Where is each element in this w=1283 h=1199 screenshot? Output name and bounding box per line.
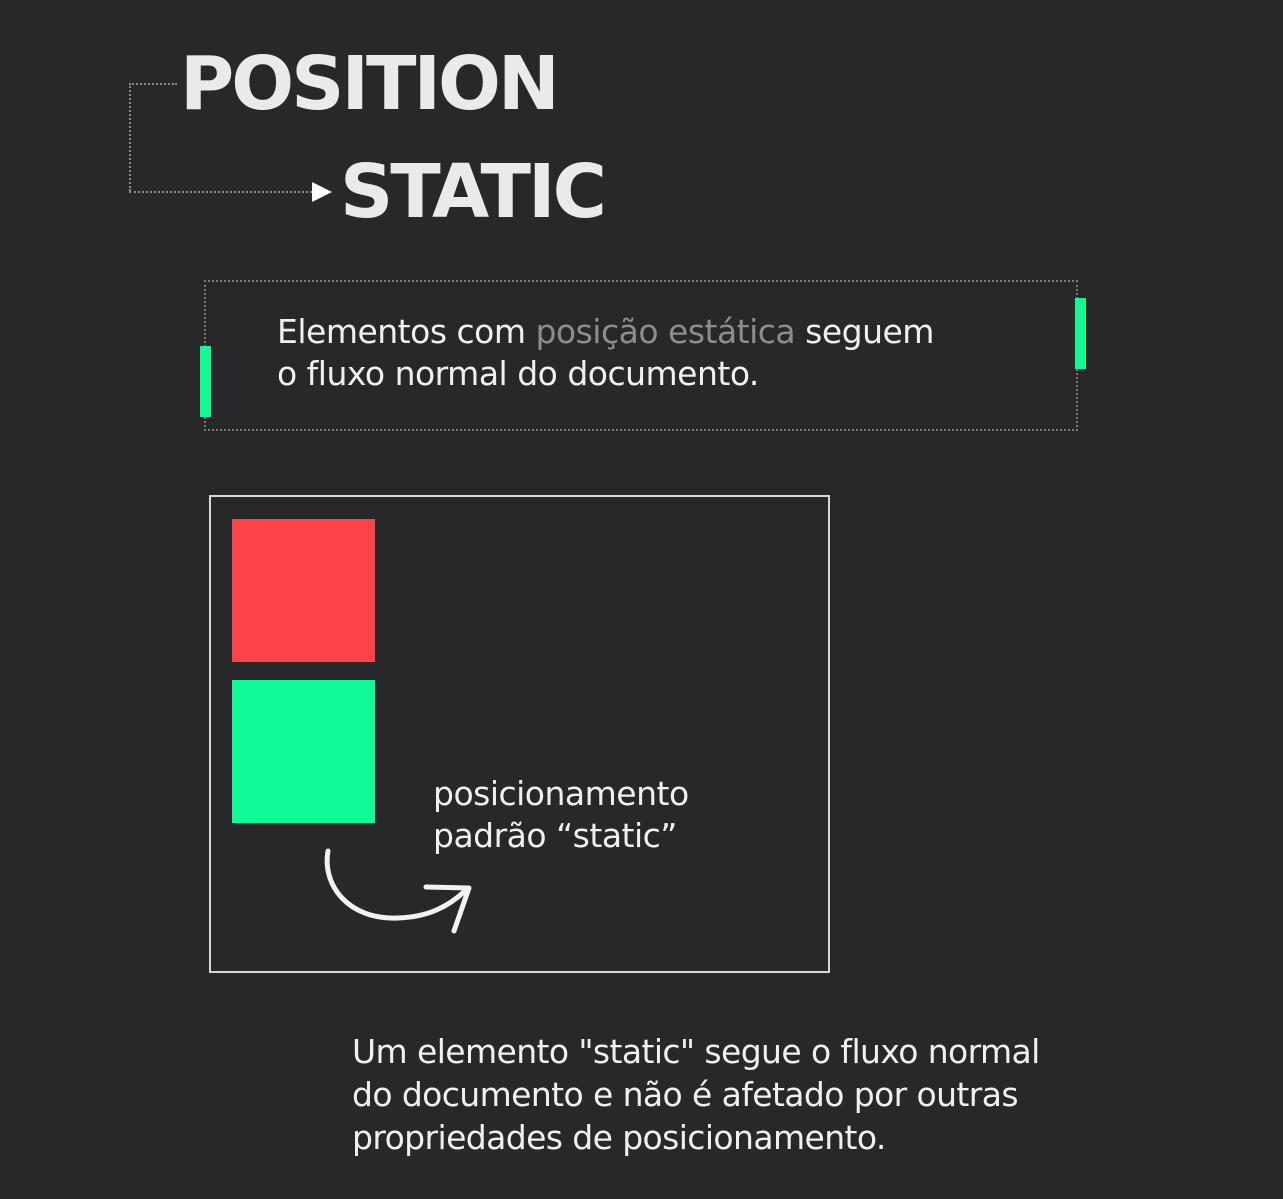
definition-highlight: posição estática — [535, 312, 796, 351]
definition-text-before: Elementos com — [277, 312, 536, 351]
definition-text — [277, 311, 1037, 395]
curved-arrow-icon — [318, 845, 478, 940]
title-static: STATIC — [340, 149, 604, 235]
red-static-box — [232, 519, 375, 662]
definition-text-after: seguem — [795, 312, 934, 351]
static-label-line2: padrão “static” — [433, 816, 677, 855]
accent-bar-right — [1075, 298, 1086, 369]
static-label-line1: posicionamento — [433, 774, 689, 813]
summary-line2: do documento e não é afetado por outras — [352, 1075, 1018, 1114]
definition-text-line2: o fluxo normal do documento. — [277, 354, 759, 393]
arrow-right-icon — [312, 182, 332, 202]
summary-line1: Um elemento "static" segue o fluxo normal — [352, 1032, 1040, 1071]
title-position: POSITION — [180, 41, 557, 127]
connector-line-top — [129, 83, 177, 85]
static-label — [433, 773, 813, 857]
connector-line-bottom — [129, 191, 312, 193]
summary-line3: propriedades de posicionamento. — [352, 1118, 886, 1157]
accent-bar-left — [200, 346, 211, 417]
connector-line-vertical — [129, 83, 131, 191]
summary-text — [352, 1030, 1132, 1159]
green-static-box — [232, 680, 375, 823]
